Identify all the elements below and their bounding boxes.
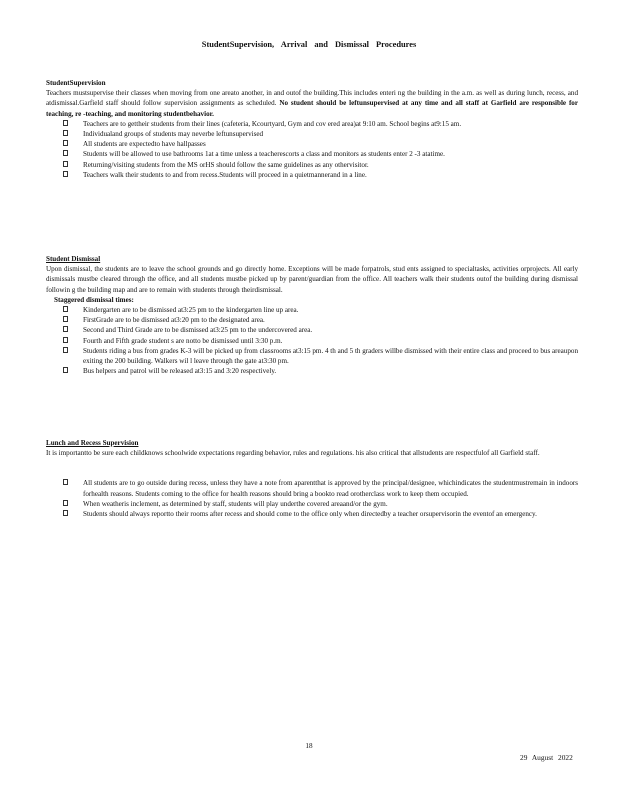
page-title: StudentSupervision, Arrival and Dismissal Procedures (201, 40, 417, 49)
list-item: Students should always reportto their rooms after recess and should come to the office only when directedby a teacher orsupervisorin the eventof an emergency. (46, 509, 578, 519)
supervision-paragraph (46, 88, 578, 119)
bullet-icon (63, 306, 68, 312)
dismissal-paragraph: Upon dismissal, the students are to leave the school grounds and go directly home. Exceptions will be made forpatrols, stud ents assigned to specialtasks, activities orprojects. All early dismissals mustbe cleared through the office, and all students mustbe picked up by parent/guardian from the office. All teachers walk their students outof the building during dismissal followin g the building map and are to remain with students through theirdismissal. (46, 265, 578, 294)
student-supervision-section (46, 78, 578, 180)
list-item: Returning/visiting students from the MS orHS should follow the same guidelines as any othervisitor. (46, 160, 578, 170)
list-item: Students riding a bus from grades K-3 will be picked up from classrooms at3:15 pm. 4 th and 5 th graders willbe dismissed with their entire class and proceed to bus areaupon exiting the 200 building. Walkers wil l leave through the gate at3:30 pm. (46, 346, 578, 366)
list-item: When weatheris inclement, as determined by staff, students will play underthe covered areaand/or the gym. (46, 499, 578, 509)
student-dismissal-section (46, 254, 578, 376)
list-item: Bus helpers and patrol will be released at3:15 and 3:20 respectively. (46, 366, 578, 376)
list-item: Individualand groups of students may neverbe leftunsupervised (46, 129, 578, 139)
bullet-icon (63, 510, 68, 516)
bullet-icon (63, 347, 68, 353)
bullet-icon (63, 316, 68, 322)
lunch-recess-section (46, 438, 578, 519)
dismissal-bullet-list (46, 305, 578, 376)
bullet-icon (63, 171, 68, 177)
footer-date: 29 August 2022 (520, 753, 573, 762)
bullet-icon (63, 140, 68, 146)
section-heading-dismissal: Student Dismissal (46, 255, 101, 263)
bullet-icon (63, 130, 68, 136)
bullet-icon (63, 120, 68, 126)
list-item: Teachers are to gettheir students from their lines (cafeteria, Kcourtyard, Gym and cov ered area)at 9:10 am. School begins at9:15 am. (46, 119, 578, 129)
bullet-icon (63, 500, 68, 506)
bullet-icon (63, 479, 68, 485)
list-item: Kindergarten are to be dismissed at3:25 pm to the kindergarten line up area. (46, 305, 578, 315)
list-item: Second and Third Grade are to be dismissed at3:25 pm to the undercovered area. (46, 325, 578, 335)
section-heading-supervision: StudentSupervision (46, 79, 106, 87)
bullet-icon (63, 367, 68, 373)
staggered-times-subheading: Staggered dismissal times: (54, 295, 134, 304)
bullet-icon (63, 150, 68, 156)
lunch-recess-paragraph: It is importantto be sure each childknows schoolwide expectations regarding behavior, rules and regulations. his also critical that allstudents are respectfulof all Garfield staff. (46, 449, 540, 458)
list-item: Fourth and Fifth grade student s are notto be dismissed until 3:30 p.m. (46, 336, 578, 346)
section-heading-lunch-recess: Lunch and Recess Supervision (46, 439, 139, 447)
list-item: Students will be allowed to use bathrooms 1at a time unless a teacherescorts a class and monitors as students enter 2 -3 atatime. (46, 149, 578, 159)
list-item: Teachers walk their students to and from recess.Students will proceed in a quietmannerand in a line. (46, 170, 578, 180)
supervision-intro-bold: No student should be leftunsupervised at any time and all staff at Garfield are responsible for teaching, re -teaching, and monitoring studentbehavior. (46, 99, 579, 118)
page-number: 18 (305, 742, 313, 750)
list-item: All students are expectedto have hallpasses (46, 139, 578, 149)
supervision-intro: Teachers mustsupervise their classes when moving from one areato another, in and outof the building.This includes enteri ng the building in the a.m. as well as during lunch, recess, and atdismissal.Garfield staff should follow supervision assignments as scheduled. (46, 89, 578, 108)
list-item: All students are to go outside during recess, unless they have a note from aparentthat is approved by the principal/designee, whichindicates the studentmustremain in indoors forhealth reasons. Students coming to the office for health reasons should bring a bookto read orotherclass work to keep them occupied. (46, 478, 578, 498)
lunch-recess-bullet-list (46, 478, 578, 519)
list-item: FirstGrade are to be dismissed at3:20 pm to the designated area. (46, 315, 578, 325)
supervision-bullet-list (46, 119, 578, 180)
bullet-icon (63, 161, 68, 167)
bullet-icon (63, 326, 68, 332)
bullet-icon (63, 337, 68, 343)
